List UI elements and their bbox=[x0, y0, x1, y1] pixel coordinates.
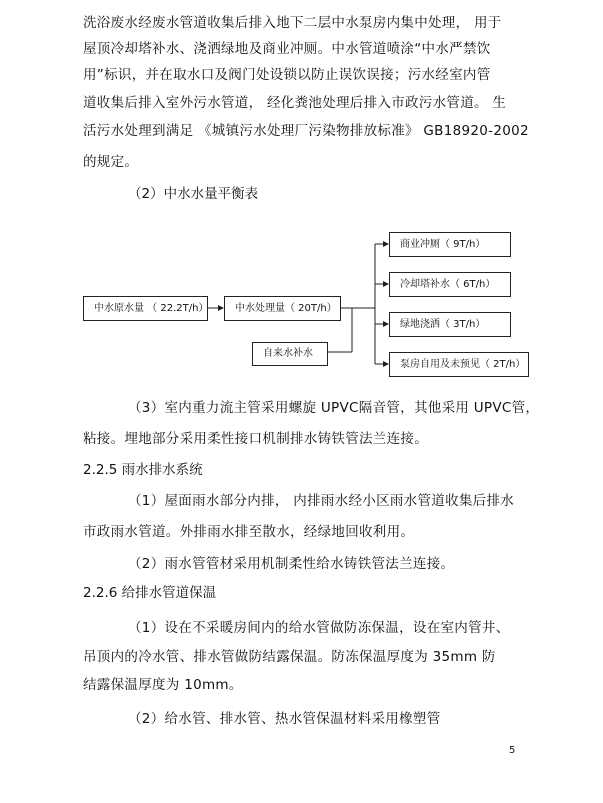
text-line: （2）给水管、排水管、热水管保温材料采用橡塑管 bbox=[128, 711, 441, 727]
flow-box-output-4: 泵房自用及未预见（ 2T/h） bbox=[389, 352, 529, 377]
text-line: 活污水处理到满足 《城镇污水处理厂污染物排放标准》 GB18920-2002 bbox=[83, 123, 529, 139]
text-line: （1）屋面雨水部分内排， 内排雨水经小区雨水管道收集后排水 bbox=[128, 493, 515, 509]
table-heading: （2）中水水量平衡表 bbox=[128, 186, 259, 202]
text-line: （2）雨水管管材采用机制柔性给水铸铁管法兰连接。 bbox=[128, 556, 455, 572]
flow-box-process: 中水处理量（ 20T/h） bbox=[224, 296, 341, 321]
text-line: 洗浴废水经废水管道收集后排入地下二层中水泵房内集中处理， 用于 bbox=[83, 15, 502, 31]
text-line: 粘接。埋地部分采用柔性接口机制排水铸铁管法兰连接。 bbox=[83, 431, 428, 447]
text-line: 结露保温厚度为 10mm。 bbox=[83, 677, 243, 693]
flow-box-source: 中水原水量 （ 22.2T/h） bbox=[83, 296, 208, 321]
flow-box-output-1: 商业冲厕（ 9T/h） bbox=[389, 232, 511, 257]
text-line: 市政雨水管道。外排雨水排至散水，经绿地回收利用。 bbox=[83, 524, 415, 540]
text-line: 道收集后排入室外污水管道， 经化粪池处理后排入市政污水管道。 生 bbox=[83, 95, 507, 111]
section-heading: 2.2.6 给排水管道保温 bbox=[83, 585, 217, 601]
text-line: 吊顶内的冷水管、排水管做防结露保温。防冻保温厚度为 35mm 防 bbox=[83, 649, 496, 665]
section-heading: 2.2.5 雨水排水系统 bbox=[83, 462, 203, 478]
text-line: 的规定。 bbox=[83, 154, 139, 170]
flow-box-output-2: 冷却塔补水（ 6T/h） bbox=[389, 272, 511, 297]
text-line: 用”标识，并在取水口及阀门处设锁以防止误饮误接；污水经室内管 bbox=[83, 67, 491, 83]
text-line: 屋顶冷却塔补水、浇洒绿地及商业冲厕。中水管道喷涂“中水严禁饮 bbox=[83, 41, 491, 57]
page-number: 5 bbox=[509, 745, 516, 756]
text-line: （1）设在不采暖房间内的给水管做防冻保温，设在室内管井、 bbox=[128, 620, 510, 636]
flow-box-supplement: 自来水补水 bbox=[252, 342, 328, 366]
flow-box-output-3: 绿地浇洒（ 3T/h） bbox=[389, 312, 511, 337]
text-line: （3）室内重力流主管采用螺旋 UPVC隔音管，其他采用 UPVC管， bbox=[128, 400, 540, 416]
